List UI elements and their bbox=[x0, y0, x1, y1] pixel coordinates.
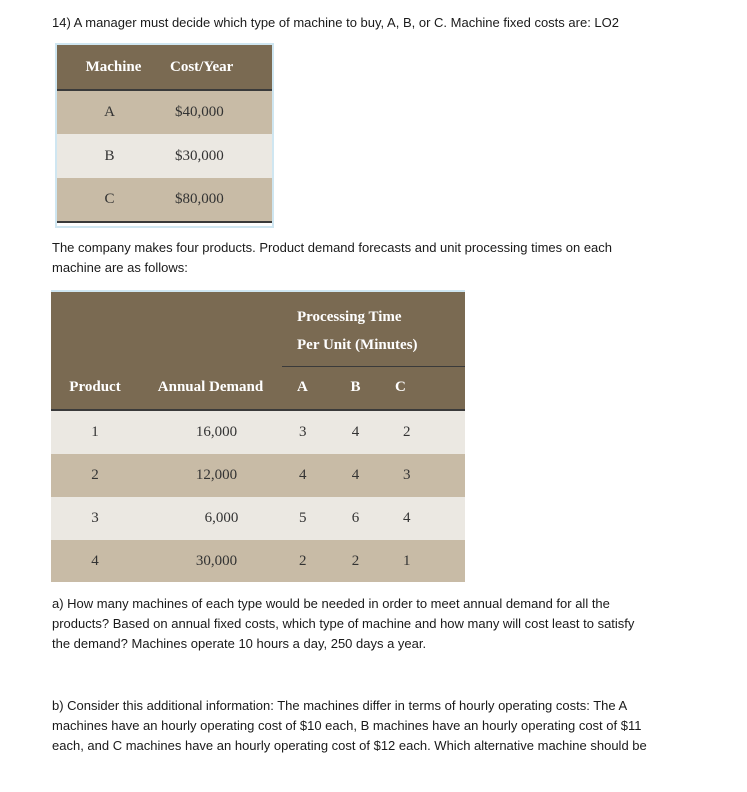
cost-cell: $40,000 bbox=[175, 104, 224, 120]
machine-cell: A bbox=[104, 104, 115, 120]
question-intro: 14) A manager must decide which type of machine to buy, A, B, or C. Machine fixed costs are: LO2 bbox=[52, 15, 619, 30]
time-c-cell: 3 bbox=[403, 467, 411, 483]
table-row bbox=[51, 497, 465, 540]
demand-table-header-row bbox=[51, 366, 465, 410]
group-header-row-2 bbox=[51, 326, 465, 366]
machine-cell: B bbox=[104, 147, 115, 164]
part-b-line3: each, and C machines have an hourly operating cost of $12 each. Which alternative machine should be bbox=[52, 738, 647, 753]
part-b-line2: machines have an hourly operating cost of $10 each, B machines have an hourly operating cost of $11 bbox=[52, 718, 642, 733]
cost-table bbox=[57, 45, 272, 223]
part-b-line1: b) Consider this additional information: The machines differ in terms of hourly operating costs: The A bbox=[52, 698, 628, 713]
table-row bbox=[57, 90, 272, 134]
table-row bbox=[51, 410, 465, 454]
cost-cell: $30,000 bbox=[175, 147, 224, 164]
demand-table bbox=[51, 292, 465, 582]
group-header-per-unit: Per Unit (Minutes) bbox=[282, 326, 465, 366]
header-product: Product bbox=[51, 366, 139, 410]
time-b-cell: 4 bbox=[351, 467, 360, 483]
time-c-cell: 2 bbox=[403, 424, 411, 440]
demand-cell: 6,000 bbox=[204, 510, 239, 526]
group-header-processing-time: Processing Time bbox=[297, 309, 402, 325]
time-c-cell: 4 bbox=[403, 510, 411, 526]
cost-table-header-row bbox=[57, 45, 272, 90]
machine-cell: C bbox=[57, 178, 170, 222]
demand-cell: 16,000 bbox=[195, 424, 238, 440]
header-cost-year: Cost/Year bbox=[170, 45, 272, 90]
cost-table-frame bbox=[55, 43, 274, 228]
cost-cell: $80,000 bbox=[170, 178, 272, 222]
time-a-cell: 2 bbox=[299, 552, 307, 569]
part-a-line3: the demand? Machines operate 10 hours a day, 250 days a year. bbox=[52, 636, 427, 651]
product-cell: 1 bbox=[91, 424, 99, 440]
time-c-cell: 1 bbox=[403, 552, 411, 569]
demand-table-frame bbox=[51, 290, 465, 584]
mid-text-line1: The company makes four products. Product demand forecasts and unit processing times on each bbox=[52, 240, 613, 255]
header-annual-demand: Annual Demand bbox=[139, 366, 282, 410]
time-a-cell: 3 bbox=[299, 424, 307, 440]
time-b-cell: 4 bbox=[351, 424, 360, 440]
header-b: B bbox=[331, 366, 386, 410]
table-row bbox=[51, 454, 465, 497]
demand-cell: 30,000 bbox=[195, 552, 238, 569]
product-cell: 2 bbox=[91, 467, 99, 483]
table-row bbox=[51, 540, 465, 582]
time-a-cell: 4 bbox=[299, 467, 307, 483]
group-header-row-1 bbox=[51, 292, 465, 326]
header-machine: Machine bbox=[57, 45, 170, 90]
product-cell: 3 bbox=[91, 510, 99, 526]
time-a-cell: 5 bbox=[299, 510, 307, 526]
header-a: A bbox=[282, 366, 331, 410]
part-a-line1: a) How many machines of each type would be needed in order to meet annual demand for all the bbox=[52, 596, 610, 611]
demand-cell: 12,000 bbox=[195, 467, 238, 483]
product-cell: 4 bbox=[91, 552, 99, 569]
table-row bbox=[57, 178, 272, 222]
mid-text-line2: machine are as follows: bbox=[52, 260, 188, 275]
time-b-cell: 6 bbox=[351, 510, 360, 526]
table-row bbox=[57, 134, 272, 178]
header-c: C bbox=[386, 366, 465, 410]
time-b-cell: 2 bbox=[351, 552, 360, 569]
part-a-line2: products? Based on annual fixed costs, which type of machine and how many will cost least to satisfy bbox=[52, 616, 635, 631]
